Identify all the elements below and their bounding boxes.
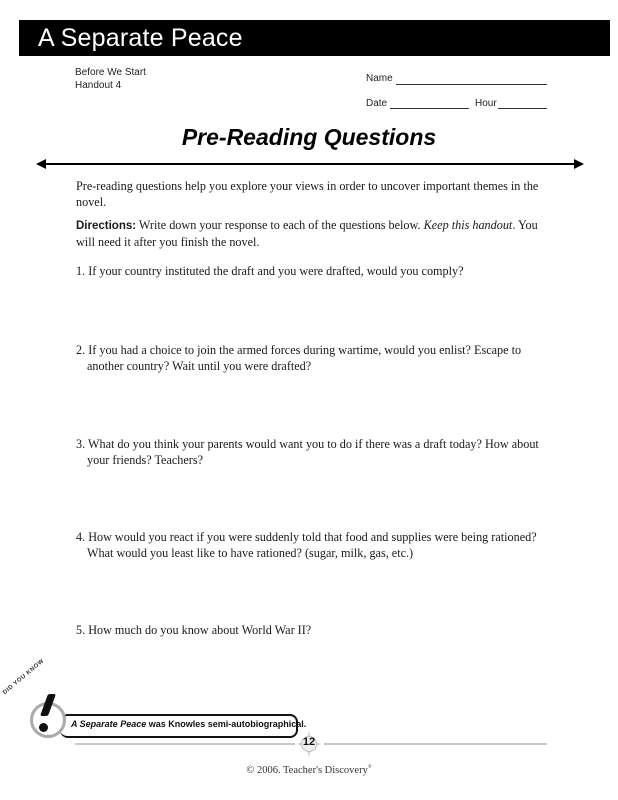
footer-rule-left <box>75 743 295 745</box>
page-title: Pre-Reading Questions <box>181 124 437 150</box>
handout-label: Handout 4 <box>75 79 122 91</box>
question-5: 5. How much do you know about World War II? <box>76 623 312 637</box>
date-field[interactable] <box>390 108 469 109</box>
name-label: Name <box>366 73 393 84</box>
intro-paragraph: Pre-reading questions help you explore your views in order to uncover important themes in the novel. <box>76 179 539 209</box>
question-4: 4. How would you react if you were suddenly told that food and supplies were being rationed? What would you least like to have rationed? (sugar, milk, gas, etc.) <box>76 530 537 560</box>
divider-line <box>42 163 578 165</box>
hour-field[interactable] <box>498 108 547 109</box>
handout-meta <box>75 67 146 92</box>
footer-rule-right <box>324 743 547 745</box>
directions-label: Directions: <box>76 220 137 232</box>
document-title: A Separate Peace <box>38 24 243 52</box>
book-title: A Separate Peace <box>71 719 147 729</box>
arrow-left-icon <box>36 159 46 169</box>
did-you-know-text: A Separate Peace was Knowles semi-autobiographical. <box>71 719 307 729</box>
question-2: 2. If you had a choice to join the armed forces during wartime, would you enlist? Escape to another country? Wait until you were drafted? <box>76 343 522 373</box>
section-label: Before We Start <box>75 67 146 78</box>
question-1: 1. If your country instituted the draft and you were drafted, would you comply? <box>76 264 464 278</box>
exclamation-dot-icon <box>39 723 48 732</box>
question-3: 3. What do you think your parents would want you to do if there was a draft today? How about your friends? Teachers? <box>76 437 539 467</box>
directions-emphasis: Keep this handout <box>423 218 513 232</box>
did-you-know-badge: DID YOU KNOW <box>2 658 46 696</box>
directions-paragraph: Directions: Write down your response to each of the questions below. Keep this handout. You will need it after you finish the novel. <box>76 218 538 249</box>
hour-label: Hour <box>475 98 497 109</box>
copyright: © 2006. Teacher's Discovery® <box>246 765 372 776</box>
arrow-right-icon <box>574 159 584 169</box>
page-number: 12 <box>302 736 316 748</box>
name-field[interactable] <box>396 84 547 85</box>
date-label: Date <box>366 98 388 109</box>
